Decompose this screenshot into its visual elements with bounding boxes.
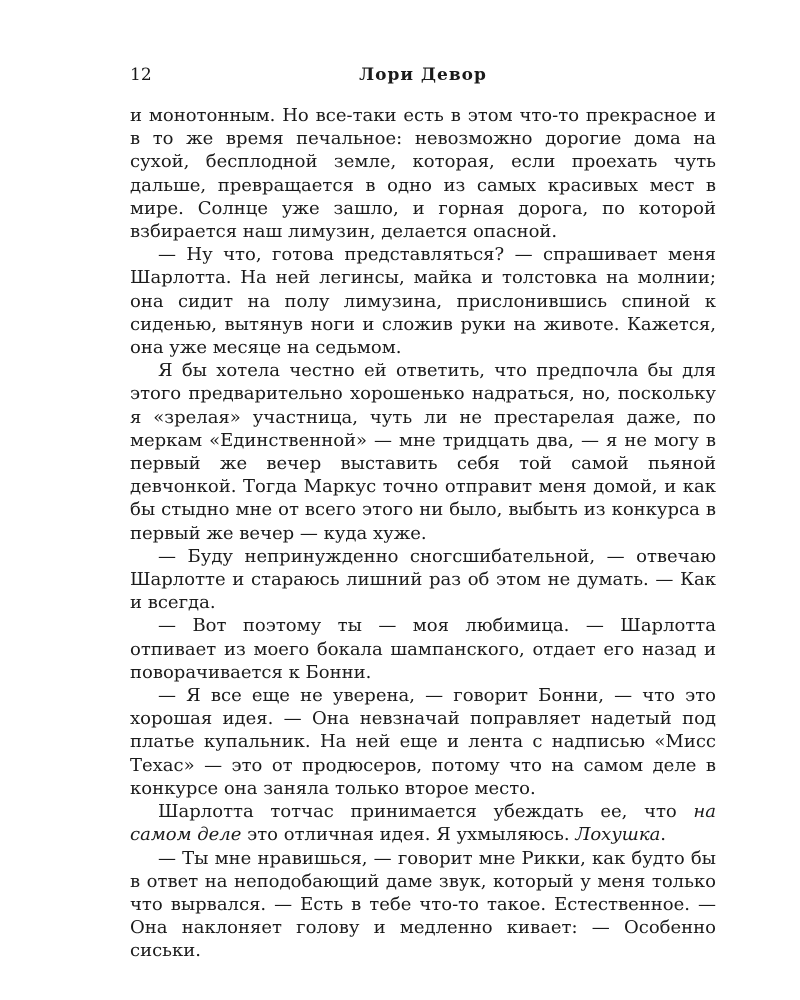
paragraph-7-italic-2: Лохушка [575, 824, 661, 846]
paragraph-1: и монотонным. Но все-таки есть в этом что-то прекрасное и в то же время печальное: невозможно дорогие дома на сухой, бесплодной земле, которая, если проехать чуть дальше, превращается в одно из самых красивых мест в мире. Солнце уже зашло, и горная дорога, по которой взбирается наш лимузин, делается опасной. [130, 105, 716, 243]
paragraph-7-text-after: . [660, 824, 667, 846]
paragraph-7-italic-1: на самом деле [130, 801, 716, 846]
paragraph-7 [130, 800, 716, 846]
running-title: Лори Девор [359, 65, 487, 85]
paragraph-3: Я бы хотела честно ей ответить, что предпочла бы для этого предварительно хорошенько надраться, но, поскольку я «зрелая» участница, чуть ли не престарелая даже, по меркам «Единственной» — мне тридцать два, — я не могу в первый же вечер выставить себя той самой пьяной девчонкой. Тогда Маркус точно отправит меня домой, и как бы стыдно мне от всего этого ни было, выбыть из конкурса в первый же вечер — куда хуже. [130, 360, 716, 544]
paragraph-6: — Я все еще не уверена, — говорит Бонни, — что это хорошая идея. — Она невзначай поправляет надетый под платье купальник. На ней еще и лента с надписью «Мисс Техас» — это от продюсеров, потому что на самом деле в конкурсе она заняла только второе место. [130, 685, 716, 799]
paragraph-7-text-middle: это отличная идея. Я ухмыляюсь. [241, 824, 576, 846]
paragraph-2: — Ну что, готова представляться? — спрашивает меня Шарлотта. На ней легинсы, майка и толстовка на молнии; она сидит на полу лимузина, прислонившись спиной к сиденью, вытянув ноги и сложив руки на животе. Кажется, она уже месяце на седьмом. [130, 244, 716, 359]
page-header [130, 60, 716, 90]
book-page [130, 60, 716, 963]
body-text [130, 104, 716, 963]
paragraph-7-text-before: Шарлотта тотчас принимается убеждать ее, что [158, 801, 694, 823]
paragraph-8: — Ты мне нравишься, — говорит мне Рикки, как будто бы в ответ на неподобающий даме звук, который у меня только что вырвался. — Есть в тебе что-то такое. Естественное. — Она наклоняет голову и медленно кивает: — Особенно сиськи. [130, 847, 716, 962]
page-number: 12 [130, 65, 152, 85]
paragraph-4: — Буду непринужденно сногсшибательной, — отвечаю Шарлотте и стараюсь лишний раз об этом не думать. — Как и всегда. [130, 545, 716, 614]
paragraph-5: — Вот поэтому ты — моя любимица. — Шарлотта отпивает из моего бокала шампанского, отдает его назад и поворачивается к Бонни. [130, 615, 716, 683]
